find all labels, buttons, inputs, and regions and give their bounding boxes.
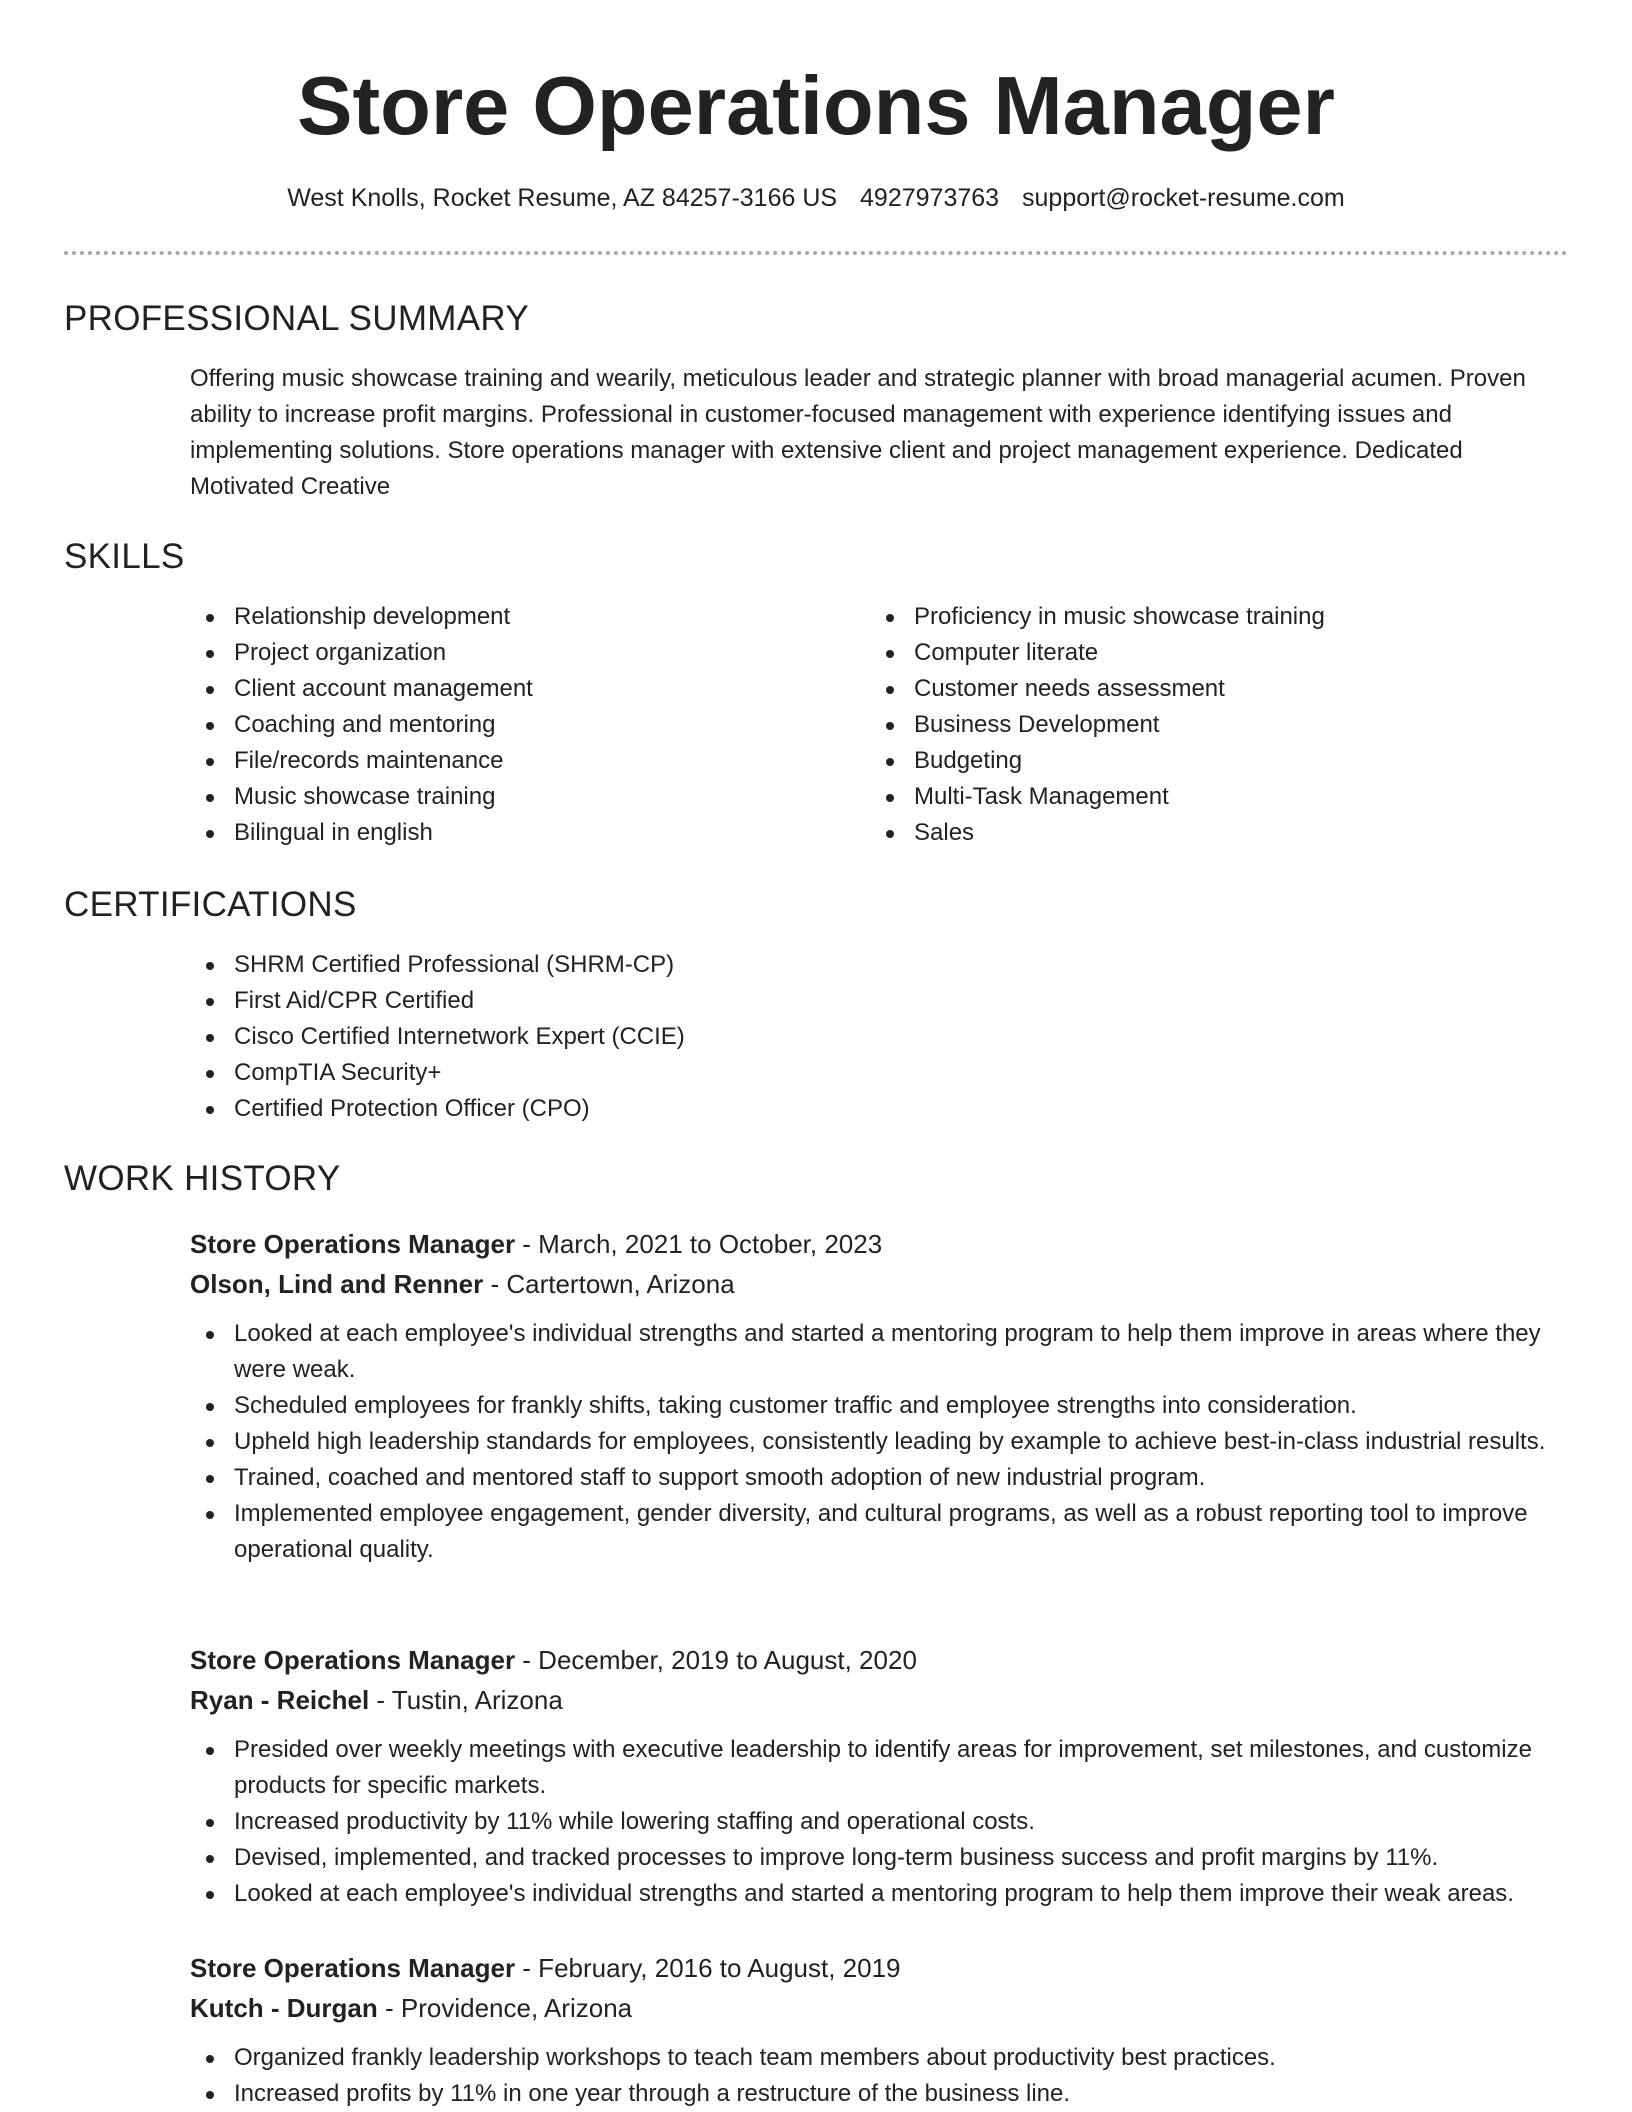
job-location: - Providence, Arizona xyxy=(377,1993,633,2023)
job-duty-item: Devised, implemented, and tracked processes to improve long-term business success and profit margins by 11%. xyxy=(126,1840,1570,1876)
job-duty-item: Scheduled employees for frankly shifts, taking customer traffic and employee strengths into consideration. xyxy=(126,1388,1570,1424)
skill-item: Sales xyxy=(870,815,1550,851)
resume-title: Store Operations Manager xyxy=(297,59,1335,152)
job-duty-item: Increased productivity by 11% while lowering staffing and operational costs. xyxy=(126,1804,1570,1840)
job-location: - Tustin, Arizona xyxy=(369,1685,563,1715)
skill-item: Music showcase training xyxy=(190,779,830,815)
skill-item: File/records maintenance xyxy=(190,743,830,779)
contact-address: West Knolls, Rocket Resume, AZ 84257-3166 US xyxy=(287,184,838,212)
skills-list-right xyxy=(870,599,1550,851)
skill-item: Project organization xyxy=(190,635,830,671)
skill-item: Customer needs assessment xyxy=(870,671,1550,707)
job-company-line xyxy=(190,1680,1570,1720)
skill-item: Business Development xyxy=(870,707,1550,743)
job-duties-list xyxy=(126,1732,1570,1912)
certification-item: Certified Protection Officer (CPO) xyxy=(190,1091,1190,1127)
contact-line xyxy=(0,181,1632,215)
job-dates: - March, 2021 to October, 2023 xyxy=(515,1229,883,1259)
job-duty-item: Looked at each employee's individual strengths and started a mentoring program to help them improve in areas where they were weak. xyxy=(126,1316,1570,1388)
certification-item: SHRM Certified Professional (SHRM-CP) xyxy=(190,947,1190,983)
summary-heading: PROFESSIONAL SUMMARY xyxy=(64,299,529,338)
job-title-line xyxy=(190,1640,1570,1680)
certifications-heading: CERTIFICATIONS xyxy=(64,885,357,924)
contact-phone: 4927973763 xyxy=(860,184,1000,212)
job-location: - Cartertown, Arizona xyxy=(483,1269,735,1299)
job-duty-item: Looked at each employee's individual strengths and started a mentoring program to help them improve their weak areas. xyxy=(126,1876,1570,1912)
job-company-line xyxy=(190,1988,1570,2028)
skill-item: Computer literate xyxy=(870,635,1550,671)
job-dates: - December, 2019 to August, 2020 xyxy=(515,1645,917,1675)
skill-item: Budgeting xyxy=(870,743,1550,779)
job-duty-item: Trained, coached and mentored staff to support smooth adoption of new industrial program. xyxy=(126,1460,1570,1496)
skill-item: Relationship development xyxy=(190,599,830,635)
job-role: Store Operations Manager xyxy=(190,1645,516,1675)
job-role: Store Operations Manager xyxy=(190,1953,516,1983)
contact-email[interactable]: support@rocket-resume.com xyxy=(1022,184,1345,212)
certification-item: First Aid/CPR Certified xyxy=(190,983,1190,1019)
job-title-line xyxy=(190,1948,1570,1988)
job-company: Ryan - Reichel xyxy=(190,1685,370,1715)
skill-item: Multi-Task Management xyxy=(870,779,1550,815)
job-duties-list xyxy=(126,1316,1570,1568)
work-history-heading: WORK HISTORY xyxy=(64,1159,341,1198)
job-title-line xyxy=(190,1224,1570,1264)
job-duty-item: Increased profits by 11% in one year through a restructure of the business line. xyxy=(126,2076,1570,2112)
skill-item: Coaching and mentoring xyxy=(190,707,830,743)
certifications-list xyxy=(190,947,1190,1127)
job-dates: - February, 2016 to August, 2019 xyxy=(515,1953,901,1983)
job-company-line xyxy=(190,1264,1570,1304)
job-company: Olson, Lind and Renner xyxy=(190,1269,484,1299)
header-divider xyxy=(64,251,1568,255)
job-entry xyxy=(190,1224,1570,1568)
job-duty-item: Presided over weekly meetings with executive leadership to identify areas for improvement, set milestones, and customize products for specific markets. xyxy=(126,1732,1570,1804)
job-duty-item: Upheld high leadership standards for employees, consistently leading by example to achieve best-in-class industrial results. xyxy=(126,1424,1570,1460)
summary-section xyxy=(64,297,1568,500)
job-company: Kutch - Durgan xyxy=(190,1993,378,2023)
skills-heading: SKILLS xyxy=(64,537,185,576)
job-entry xyxy=(190,1948,1570,2112)
job-duty-item: Implemented employee engagement, gender diversity, and cultural programs, as well as a robust reporting tool to improve operational quality. xyxy=(126,1496,1570,1568)
certifications-section xyxy=(64,883,1568,1122)
certification-item: Cisco Certified Internetwork Expert (CCIE) xyxy=(190,1019,1190,1055)
job-duties-list xyxy=(126,2040,1570,2112)
job-entry xyxy=(190,1640,1570,1912)
job-duty-item: Organized frankly leadership workshops to teach team members about productivity best practices. xyxy=(126,2040,1570,2076)
job-role: Store Operations Manager xyxy=(190,1229,516,1259)
skill-item: Client account management xyxy=(190,671,830,707)
work-history-section xyxy=(64,1157,1568,1201)
summary-text: Offering music showcase training and wearily, meticulous leader and strategic planner with broad managerial acumen. Proven ability to increase profit margins. Professional in customer-focused management with experience identifying issues and implementing solutions. Store operations manager with extensive client and project management experience. Dedicated Motivated Creative xyxy=(190,365,1526,500)
skill-item: Proficiency in music showcase training xyxy=(870,599,1550,635)
skills-section xyxy=(64,535,1568,846)
skill-item: Bilingual in english xyxy=(190,815,830,851)
skills-list-left xyxy=(190,599,830,851)
certification-item: CompTIA Security+ xyxy=(190,1055,1190,1091)
